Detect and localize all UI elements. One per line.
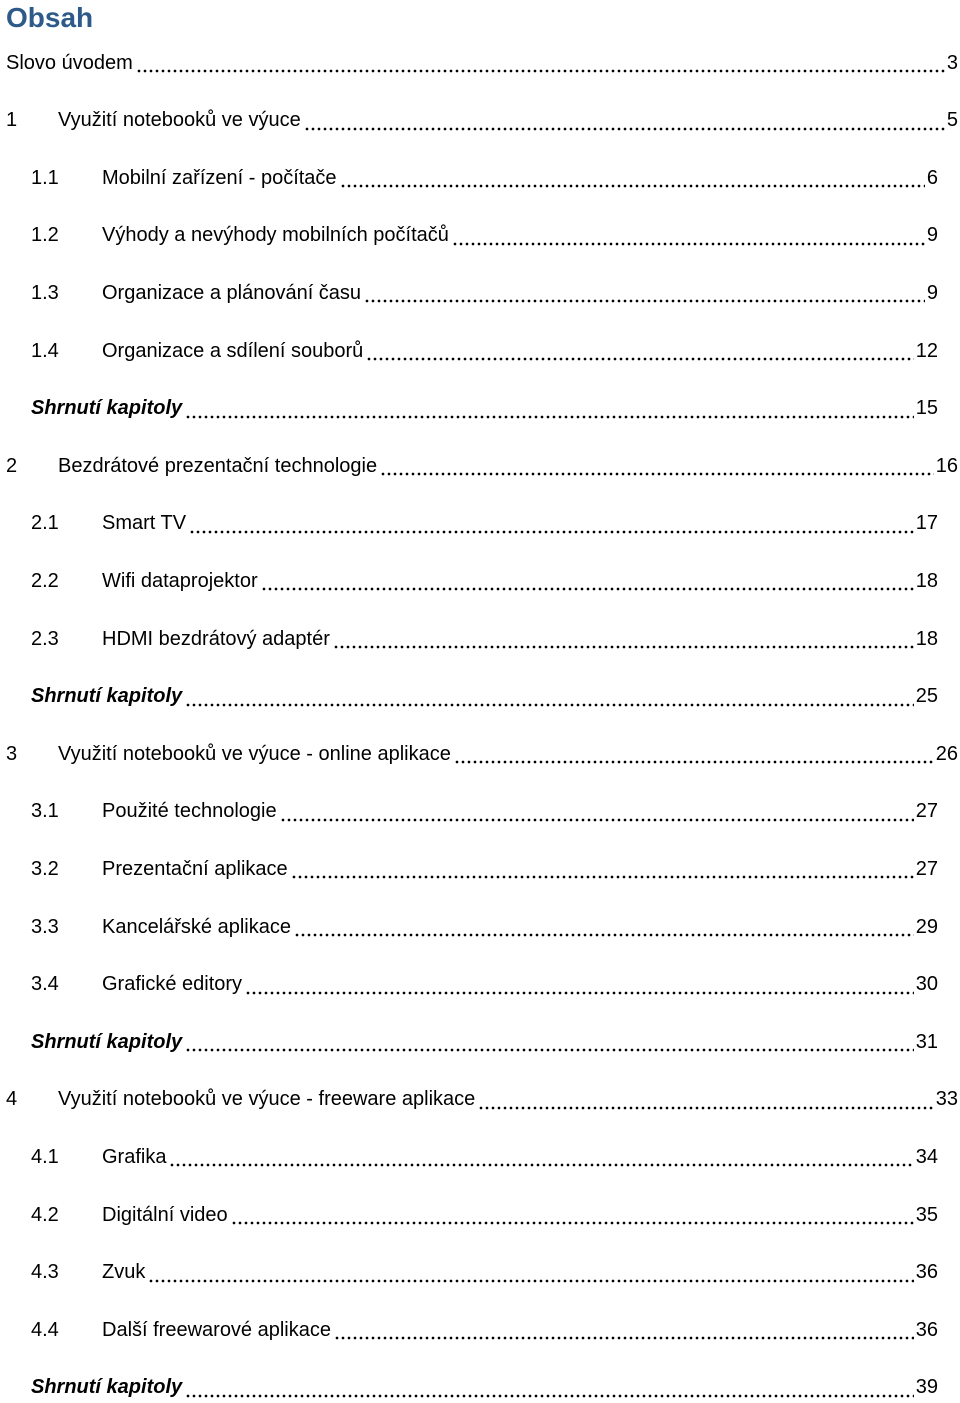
toc-entry-label: Využití notebooků ve výuce [58, 109, 301, 132]
toc-entry-label: Zvuk [102, 1261, 146, 1284]
toc-entry-number: 2 [6, 454, 18, 477]
toc-dot-leader [365, 336, 913, 366]
toc-entry-label: Digitální video [102, 1203, 228, 1226]
toc-section-entry[interactable] [31, 624, 938, 654]
toc-summary-entry[interactable] [31, 682, 938, 712]
toc-entry-number: 4.2 [31, 1203, 59, 1226]
toc-page-number: 26 [935, 742, 958, 765]
toc-page-number: 34 [915, 1145, 938, 1168]
toc-entry-number: 3.2 [31, 857, 59, 880]
toc-chapter-entry[interactable] [6, 451, 958, 481]
toc-dot-leader [453, 739, 934, 769]
toc-page-number: 30 [915, 973, 938, 996]
toc-section-entry[interactable] [31, 854, 938, 884]
toc-section-entry[interactable] [31, 1258, 938, 1288]
toc-page-number: 9 [926, 281, 938, 304]
toc-page-number: 31 [915, 1030, 938, 1053]
toc-section-entry[interactable] [31, 509, 938, 539]
toc-section-entry[interactable] [31, 278, 938, 308]
toc-chapter-entry[interactable] [6, 1085, 958, 1115]
toc-page-number: 33 [935, 1088, 958, 1111]
toc-dot-leader [184, 1373, 914, 1403]
toc-section-entry[interactable] [31, 1142, 938, 1172]
toc-dot-leader [290, 854, 914, 884]
toc-dot-leader [168, 1142, 913, 1172]
toc-entry-number: 4.4 [31, 1318, 59, 1341]
toc-dot-leader [184, 682, 914, 712]
toc-entry-number: 2.3 [31, 627, 59, 650]
toc-entry-label: Wifi dataprojektor [102, 569, 258, 592]
toc-dot-leader [184, 394, 914, 424]
toc-dot-leader [135, 48, 945, 78]
toc-entry-label: Mobilní zařízení - počítače [102, 166, 337, 189]
toc-page-number: 29 [915, 915, 938, 938]
toc-chapter-entry[interactable] [6, 48, 958, 78]
toc-dot-leader [279, 797, 914, 827]
toc-page-number: 18 [915, 627, 938, 650]
toc-entry-number: 1.1 [31, 166, 59, 189]
toc-section-entry[interactable] [31, 1315, 938, 1345]
toc-page-number: 18 [915, 569, 938, 592]
toc-page-number: 36 [915, 1318, 938, 1341]
toc-dot-leader [260, 566, 914, 596]
toc-section-entry[interactable] [31, 1200, 938, 1230]
toc-entry-label: Prezentační aplikace [102, 857, 288, 880]
toc-page-number: 12 [915, 339, 938, 362]
toc-summary-entry[interactable] [31, 1373, 938, 1403]
toc-entry-number: 4.1 [31, 1145, 59, 1168]
toc-entry-number: 1.2 [31, 224, 59, 247]
toc-entry-label: Shrnutí kapitoly [31, 1376, 183, 1399]
toc-entry-label: Využití notebooků ve výuce - online aplikace [58, 742, 451, 765]
toc-section-entry[interactable] [31, 912, 938, 942]
toc-page-number: 36 [915, 1261, 938, 1284]
toc-dot-leader [303, 106, 945, 136]
toc-section-entry[interactable] [31, 221, 938, 251]
toc-dot-leader [230, 1200, 914, 1230]
toc-entry-label: Organizace a plánování času [102, 281, 362, 304]
toc-dot-leader [379, 451, 934, 481]
toc-dot-leader [477, 1085, 933, 1115]
toc-entry-label: Shrnutí kapitoly [31, 1030, 183, 1053]
toc-section-entry[interactable] [31, 336, 938, 366]
toc-page-number: 35 [915, 1203, 938, 1226]
toc-entry-number: 3.4 [31, 973, 59, 996]
toc-chapter-entry[interactable] [6, 739, 958, 769]
toc-dot-leader [363, 278, 925, 308]
toc-page-number: 27 [915, 800, 938, 823]
toc-entry-number: 3 [6, 742, 18, 765]
toc-page-number: 5 [946, 109, 958, 132]
toc-entry-number: 4 [6, 1088, 18, 1111]
toc-page-number: 6 [926, 166, 938, 189]
toc-page-number: 39 [915, 1376, 938, 1399]
toc-title: Obsah [6, 2, 94, 33]
toc-entry-label: Organizace a sdílení souborů [102, 339, 364, 362]
toc-summary-entry[interactable] [31, 1027, 938, 1057]
toc-entry-number: 3.1 [31, 800, 59, 823]
toc-entry-label: Shrnutí kapitoly [31, 685, 183, 708]
toc-dot-leader [332, 624, 914, 654]
toc-entry-label: Grafické editory [102, 973, 243, 996]
toc-page-number: 27 [915, 857, 938, 880]
toc-entry-label: HDMI bezdrátový adaptér [102, 627, 330, 650]
toc-section-entry[interactable] [31, 163, 938, 193]
toc-dot-leader [188, 509, 914, 539]
toc-entry-label: Shrnutí kapitoly [31, 397, 183, 420]
toc-page-number: 25 [915, 685, 938, 708]
toc-entry-number: 2.2 [31, 569, 59, 592]
toc-section-entry[interactable] [31, 566, 938, 596]
toc-entry-number: 3.3 [31, 915, 59, 938]
toc-dot-leader [244, 970, 914, 1000]
toc-chapter-entry[interactable] [6, 106, 958, 136]
toc-dot-leader [184, 1027, 914, 1057]
toc-dot-leader [293, 912, 914, 942]
toc-entry-label: Smart TV [102, 512, 187, 535]
toc-entry-number: 2.1 [31, 512, 59, 535]
toc-section-entry[interactable] [31, 797, 938, 827]
toc-dot-leader [333, 1315, 914, 1345]
toc-entry-label: Kancelářské aplikace [102, 915, 291, 938]
toc-page-number: 9 [926, 224, 938, 247]
toc-page-number: 17 [915, 512, 938, 535]
toc-entry-label: Bezdrátové prezentační technologie [58, 454, 378, 477]
toc-summary-entry[interactable] [31, 394, 938, 424]
toc-dot-leader [147, 1258, 913, 1288]
toc-entry-number: 1.3 [31, 281, 59, 304]
toc-entry-number: 1.4 [31, 339, 59, 362]
toc-dot-leader [451, 221, 925, 251]
toc-entry-label: Další freewarové aplikace [102, 1318, 331, 1341]
toc-page-number: 16 [935, 454, 958, 477]
toc-entry-label: Výhody a nevýhody mobilních počítačů [102, 224, 449, 247]
toc-entry-label: Využití notebooků ve výuce - freeware aplikace [58, 1088, 476, 1111]
toc-entry-number: 1 [6, 109, 18, 132]
toc-page-number: 3 [946, 51, 958, 74]
toc-entry-number: 4.3 [31, 1261, 59, 1284]
toc-entry-label: Použité technologie [102, 800, 277, 823]
toc-page-number: 15 [915, 397, 938, 420]
toc-entry-label: Slovo úvodem [6, 51, 133, 74]
toc-dot-leader [339, 163, 925, 193]
toc-entry-label: Grafika [102, 1145, 167, 1168]
toc-section-entry[interactable] [31, 970, 938, 1000]
